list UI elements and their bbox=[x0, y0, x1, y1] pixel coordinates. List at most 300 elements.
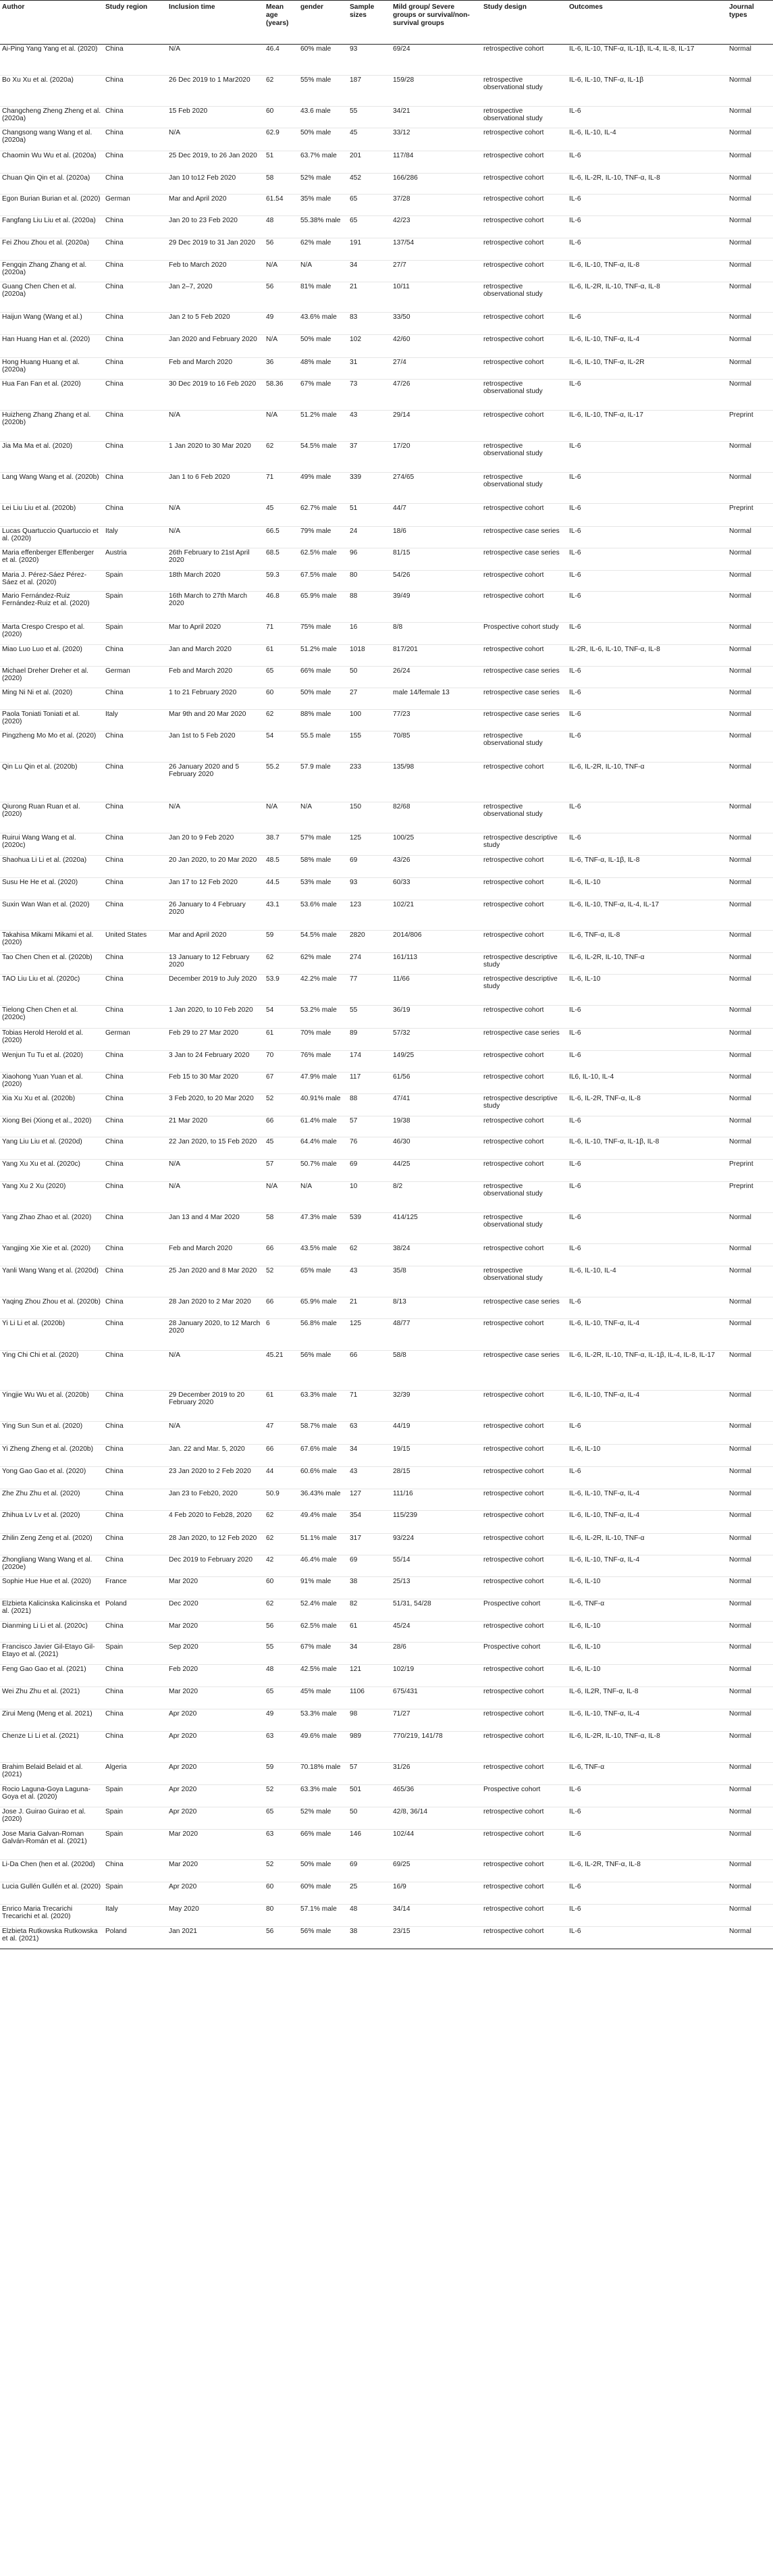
table-row bbox=[0, 1094, 773, 1116]
table-row bbox=[0, 216, 773, 238]
cell-gender: 55.5 male bbox=[298, 731, 348, 763]
cell-groups: 115/239 bbox=[391, 1511, 481, 1534]
cell-journal-type: Normal bbox=[727, 731, 773, 763]
cell-gender: 51.1% male bbox=[298, 1534, 348, 1555]
cell-outcomes: IL-6, IL-10, TNF-α, IL-1β, IL-8 bbox=[567, 1137, 727, 1160]
table-row bbox=[0, 358, 773, 380]
cell-mean-age: 46.4 bbox=[264, 45, 298, 76]
cell-journal-type: Normal bbox=[727, 763, 773, 802]
cell-sample-size: 55 bbox=[348, 107, 391, 128]
cell-groups: 10/11 bbox=[391, 282, 481, 313]
cell-sample-size: 93 bbox=[348, 45, 391, 76]
cell-outcomes: IL-6 bbox=[567, 151, 727, 174]
cell-study-design: retrospective observational study bbox=[481, 802, 567, 833]
header-inclusion-time: Inclusion time bbox=[167, 1, 264, 45]
table-row bbox=[0, 1006, 773, 1029]
cell-sample-size: 24 bbox=[348, 527, 391, 548]
table-row bbox=[0, 1860, 773, 1882]
cell-outcomes: IL-6, IL-10, TNF-α, IL-2R bbox=[567, 358, 727, 380]
cell-sample-size: 88 bbox=[348, 1094, 391, 1116]
cell-author: Lang Wang Wang et al. (2020b) bbox=[0, 473, 103, 504]
header-author: Author bbox=[0, 1, 103, 45]
cell-groups: 71/27 bbox=[391, 1709, 481, 1732]
cell-study-region: China bbox=[103, 1687, 167, 1709]
cell-study-design: retrospective cohort bbox=[481, 151, 567, 174]
header-journal-types: Journal types bbox=[727, 1, 773, 45]
cell-author: TAO Liu Liu et al. (2020c) bbox=[0, 975, 103, 1006]
cell-groups: 27/4 bbox=[391, 358, 481, 380]
cell-mean-age: 56 bbox=[264, 1927, 298, 1949]
cell-study-region: China bbox=[103, 1182, 167, 1213]
cell-sample-size: 27 bbox=[348, 688, 391, 710]
cell-mean-age: 45.21 bbox=[264, 1351, 298, 1391]
table-row bbox=[0, 645, 773, 667]
cell-mean-age: 55 bbox=[264, 1643, 298, 1665]
cell-outcomes: IL-6 bbox=[567, 442, 727, 473]
cell-author: Chuan Qin Qin et al. (2020a) bbox=[0, 174, 103, 195]
cell-study-design: Prospective cohort bbox=[481, 1599, 567, 1622]
cell-study-region: China bbox=[103, 1006, 167, 1029]
cell-mean-age: N/A bbox=[264, 802, 298, 833]
cell-study-design: retrospective cohort bbox=[481, 261, 567, 282]
cell-author: Zhongliang Wang Wang et al. (2020e) bbox=[0, 1555, 103, 1577]
cell-inclusion-time: Apr 2020 bbox=[167, 1785, 264, 1807]
cell-sample-size: 83 bbox=[348, 313, 391, 335]
cell-journal-type: Normal bbox=[727, 571, 773, 592]
cell-outcomes: IL-6 bbox=[567, 571, 727, 592]
cell-inclusion-time: 1 to 21 February 2020 bbox=[167, 688, 264, 710]
cell-study-design: retrospective cohort bbox=[481, 1807, 567, 1830]
cell-study-design: retrospective descriptive study bbox=[481, 953, 567, 975]
table-row bbox=[0, 856, 773, 878]
cell-inclusion-time: December 2019 to July 2020 bbox=[167, 975, 264, 1006]
cell-mean-age: 56 bbox=[264, 282, 298, 313]
cell-journal-type: Normal bbox=[727, 1029, 773, 1051]
cell-groups: 274/65 bbox=[391, 473, 481, 504]
table-row bbox=[0, 107, 773, 128]
cell-sample-size: 80 bbox=[348, 571, 391, 592]
cell-inclusion-time: N/A bbox=[167, 1351, 264, 1391]
cell-groups: 33/50 bbox=[391, 313, 481, 335]
cell-author: Mario Fernández-Ruiz Fernández-Ruiz et al. (2020) bbox=[0, 592, 103, 623]
cell-mean-age: 66.5 bbox=[264, 527, 298, 548]
cell-outcomes: IL-6, IL-2R, TNF-α, IL-8 bbox=[567, 1860, 727, 1882]
cell-sample-size: 43 bbox=[348, 1467, 391, 1489]
cell-inclusion-time: Feb and March 2020 bbox=[167, 358, 264, 380]
cell-study-region: German bbox=[103, 1029, 167, 1051]
cell-sample-size: 191 bbox=[348, 238, 391, 261]
table-row bbox=[0, 1643, 773, 1665]
cell-study-region: China bbox=[103, 856, 167, 878]
cell-sample-size: 96 bbox=[348, 548, 391, 571]
cell-author: Fengqin Zhang Zhang et al. (2020a) bbox=[0, 261, 103, 282]
cell-outcomes: IL-6, IL-10, IL-4 bbox=[567, 1266, 727, 1297]
cell-inclusion-time: Jan 2020 and February 2020 bbox=[167, 335, 264, 358]
cell-gender: 49.4% male bbox=[298, 1511, 348, 1534]
table-row bbox=[0, 313, 773, 335]
cell-groups: 161/113 bbox=[391, 953, 481, 975]
cell-mean-age: N/A bbox=[264, 335, 298, 358]
cell-groups: 44/19 bbox=[391, 1422, 481, 1445]
cell-outcomes: IL-6 bbox=[567, 1160, 727, 1182]
cell-inclusion-time: Mar and April 2020 bbox=[167, 195, 264, 216]
table-row bbox=[0, 1927, 773, 1949]
table-row bbox=[0, 710, 773, 731]
cell-study-region: China bbox=[103, 645, 167, 667]
table-row bbox=[0, 592, 773, 623]
cell-author: Zirui Meng (Meng et al. 2021) bbox=[0, 1709, 103, 1732]
cell-journal-type: Normal bbox=[727, 1467, 773, 1489]
cell-groups: 81/15 bbox=[391, 548, 481, 571]
cell-gender: 54.5% male bbox=[298, 931, 348, 953]
cell-inclusion-time: N/A bbox=[167, 1160, 264, 1182]
cell-inclusion-time: 26 January to 4 February 2020 bbox=[167, 900, 264, 931]
cell-study-design: retrospective case series bbox=[481, 527, 567, 548]
cell-study-design: retrospective cohort bbox=[481, 1687, 567, 1709]
cell-inclusion-time: Mar 9th and 20 Mar 2020 bbox=[167, 710, 264, 731]
cell-gender: 58% male bbox=[298, 856, 348, 878]
cell-sample-size: 274 bbox=[348, 953, 391, 975]
cell-inclusion-time: Apr 2020 bbox=[167, 1709, 264, 1732]
cell-journal-type: Normal bbox=[727, 1244, 773, 1266]
cell-outcomes: IL-6, IL-2R, IL-10, TNF-α bbox=[567, 763, 727, 802]
cell-journal-type: Normal bbox=[727, 1687, 773, 1709]
cell-author: Takahisa Mikami Mikami et al. (2020) bbox=[0, 931, 103, 953]
cell-outcomes: IL-6, IL-10 bbox=[567, 1665, 727, 1687]
cell-mean-age: 60 bbox=[264, 688, 298, 710]
cell-study-design: retrospective cohort bbox=[481, 1006, 567, 1029]
cell-author: Tao Chen Chen et al. (2020b) bbox=[0, 953, 103, 975]
cell-journal-type: Normal bbox=[727, 1860, 773, 1882]
cell-gender: 63.3% male bbox=[298, 1391, 348, 1422]
cell-study-design: retrospective descriptive study bbox=[481, 975, 567, 1006]
cell-mean-age: 44.5 bbox=[264, 878, 298, 900]
cell-sample-size: 61 bbox=[348, 1622, 391, 1643]
cell-journal-type: Normal bbox=[727, 45, 773, 76]
cell-journal-type: Normal bbox=[727, 195, 773, 216]
cell-sample-size: 123 bbox=[348, 900, 391, 931]
cell-gender: 49.6% male bbox=[298, 1732, 348, 1763]
cell-mean-age: 62 bbox=[264, 1599, 298, 1622]
cell-groups: 42/23 bbox=[391, 216, 481, 238]
cell-study-design: retrospective observational study bbox=[481, 282, 567, 313]
table-row bbox=[0, 1489, 773, 1511]
cell-study-design: retrospective observational study bbox=[481, 473, 567, 504]
header-groups: Mild group/ Severe groups or survival/non-survival groups bbox=[391, 1, 481, 45]
cell-inclusion-time: Jan 1 to 6 Feb 2020 bbox=[167, 473, 264, 504]
cell-gender: 79% male bbox=[298, 527, 348, 548]
cell-journal-type: Normal bbox=[727, 1073, 773, 1094]
cell-groups: 34/14 bbox=[391, 1905, 481, 1927]
cell-inclusion-time: Apr 2020 bbox=[167, 1732, 264, 1763]
table-row bbox=[0, 571, 773, 592]
cell-author: Yang Xu 2 Xu (2020) bbox=[0, 1182, 103, 1213]
cell-sample-size: 125 bbox=[348, 833, 391, 856]
cell-study-region: United States bbox=[103, 931, 167, 953]
header-sample-sizes: Sample sizes bbox=[348, 1, 391, 45]
cell-author: Ming Ni Ni et al. (2020) bbox=[0, 688, 103, 710]
cell-inclusion-time: Apr 2020 bbox=[167, 1763, 264, 1785]
cell-study-design: retrospective case series bbox=[481, 1029, 567, 1051]
cell-study-design: retrospective cohort bbox=[481, 174, 567, 195]
cell-groups: 47/41 bbox=[391, 1094, 481, 1116]
cell-study-region: China bbox=[103, 688, 167, 710]
cell-author: Tielong Chen Chen et al. (2020c) bbox=[0, 1006, 103, 1029]
table-row bbox=[0, 261, 773, 282]
cell-gender: 55.38% male bbox=[298, 216, 348, 238]
cell-author: Huizheng Zhang Zhang et al. (2020b) bbox=[0, 411, 103, 442]
cell-groups: 2014/806 bbox=[391, 931, 481, 953]
cell-study-design: retrospective cohort bbox=[481, 1511, 567, 1534]
cell-sample-size: 21 bbox=[348, 282, 391, 313]
table-row bbox=[0, 833, 773, 856]
cell-journal-type: Normal bbox=[727, 667, 773, 688]
cell-gender: 66% male bbox=[298, 1830, 348, 1860]
cell-inclusion-time: Mar 2020 bbox=[167, 1577, 264, 1599]
cell-study-design: retrospective cohort bbox=[481, 358, 567, 380]
cell-gender: 50% male bbox=[298, 335, 348, 358]
cell-groups: 33/12 bbox=[391, 128, 481, 151]
cell-sample-size: 501 bbox=[348, 1785, 391, 1807]
cell-gender: 61.4% male bbox=[298, 1116, 348, 1137]
cell-journal-type: Normal bbox=[727, 1094, 773, 1116]
cell-inclusion-time: 15 Feb 2020 bbox=[167, 107, 264, 128]
cell-sample-size: 69 bbox=[348, 1555, 391, 1577]
cell-mean-age: 62 bbox=[264, 442, 298, 473]
cell-gender: 70% male bbox=[298, 1029, 348, 1051]
cell-study-region: Poland bbox=[103, 1599, 167, 1622]
cell-outcomes: IL-6, TNF-α, IL-1β, IL-8 bbox=[567, 856, 727, 878]
cell-mean-age: 44 bbox=[264, 1467, 298, 1489]
cell-inclusion-time: Feb 29 to 27 Mar 2020 bbox=[167, 1029, 264, 1051]
cell-author: Xiong Bei (Xiong et al., 2020) bbox=[0, 1116, 103, 1137]
cell-study-design: retrospective observational study bbox=[481, 442, 567, 473]
cell-study-region: China bbox=[103, 442, 167, 473]
cell-study-region: Italy bbox=[103, 710, 167, 731]
cell-inclusion-time: 16th March to 27th March 2020 bbox=[167, 592, 264, 623]
cell-study-region: Spain bbox=[103, 1807, 167, 1830]
cell-study-design: retrospective cohort bbox=[481, 1116, 567, 1137]
cell-outcomes: IL-6, IL-2R, IL-10, TNF-α bbox=[567, 1534, 727, 1555]
cell-study-design: retrospective cohort bbox=[481, 1709, 567, 1732]
cell-groups: 55/14 bbox=[391, 1555, 481, 1577]
cell-study-design: retrospective cohort bbox=[481, 1555, 567, 1577]
table-row bbox=[0, 1807, 773, 1830]
cell-study-region: China bbox=[103, 473, 167, 504]
cell-groups: 45/24 bbox=[391, 1622, 481, 1643]
cell-inclusion-time: 29 Dec 2019 to 31 Jan 2020 bbox=[167, 238, 264, 261]
cell-gender: 57.9 male bbox=[298, 763, 348, 802]
cell-groups: 11/66 bbox=[391, 975, 481, 1006]
cell-study-design: retrospective cohort bbox=[481, 1445, 567, 1467]
cell-gender: 62% male bbox=[298, 953, 348, 975]
cell-mean-age: 54 bbox=[264, 731, 298, 763]
table-row bbox=[0, 504, 773, 527]
cell-outcomes: IL-6, IL-10 bbox=[567, 1445, 727, 1467]
cell-study-region: China bbox=[103, 313, 167, 335]
cell-outcomes: IL-6, IL-10 bbox=[567, 1622, 727, 1643]
cell-study-region: Spain bbox=[103, 623, 167, 645]
cell-author: Michael Dreher Dreher et al. (2020) bbox=[0, 667, 103, 688]
table-row bbox=[0, 1785, 773, 1807]
cell-outcomes: IL-6 bbox=[567, 504, 727, 527]
table-row bbox=[0, 1351, 773, 1391]
cell-sample-size: 34 bbox=[348, 261, 391, 282]
cell-gender: 40.91% male bbox=[298, 1094, 348, 1116]
table-row bbox=[0, 931, 773, 953]
cell-mean-age: 58 bbox=[264, 1213, 298, 1244]
cell-outcomes: IL-6, IL-2R, IL-10, TNF-α, IL-8 bbox=[567, 174, 727, 195]
cell-sample-size: 55 bbox=[348, 1006, 391, 1029]
cell-sample-size: 127 bbox=[348, 1489, 391, 1511]
cell-inclusion-time: 4 Feb 2020 to Feb28, 2020 bbox=[167, 1511, 264, 1534]
cell-outcomes: IL-6 bbox=[567, 1182, 727, 1213]
cell-mean-age: 61.54 bbox=[264, 195, 298, 216]
cell-study-region: China bbox=[103, 282, 167, 313]
cell-journal-type: Normal bbox=[727, 1319, 773, 1351]
cell-sample-size: 50 bbox=[348, 667, 391, 688]
table-row bbox=[0, 1882, 773, 1905]
cell-gender: 62.7% male bbox=[298, 504, 348, 527]
cell-author: Changsong wang Wang et al. (2020a) bbox=[0, 128, 103, 151]
cell-journal-type: Normal bbox=[727, 1297, 773, 1319]
cell-study-region: China bbox=[103, 335, 167, 358]
cell-study-design: retrospective observational study bbox=[481, 1266, 567, 1297]
cell-author: Paola Toniati Toniati et al. (2020) bbox=[0, 710, 103, 731]
cell-sample-size: 354 bbox=[348, 1511, 391, 1534]
cell-gender: 62.5% male bbox=[298, 548, 348, 571]
cell-outcomes: IL-6, IL-10, TNF-α, IL-4 bbox=[567, 1709, 727, 1732]
cell-mean-age: 65 bbox=[264, 667, 298, 688]
cell-sample-size: 1106 bbox=[348, 1687, 391, 1709]
cell-study-region: China bbox=[103, 504, 167, 527]
cell-study-region: Spain bbox=[103, 571, 167, 592]
cell-journal-type: Normal bbox=[727, 953, 773, 975]
table-row bbox=[0, 1116, 773, 1137]
table-row bbox=[0, 1051, 773, 1073]
header-mean-age: Mean age (years) bbox=[264, 1, 298, 45]
table-row bbox=[0, 76, 773, 107]
cell-study-design: retrospective case series bbox=[481, 548, 567, 571]
cell-mean-age: 71 bbox=[264, 473, 298, 504]
cell-study-design: retrospective cohort bbox=[481, 313, 567, 335]
cell-sample-size: 1018 bbox=[348, 645, 391, 667]
cell-groups: 60/33 bbox=[391, 878, 481, 900]
cell-inclusion-time: Jan 2–7, 2020 bbox=[167, 282, 264, 313]
cell-outcomes: IL-6 bbox=[567, 1422, 727, 1445]
cell-outcomes: IL-6, IL-10, TNF-α, IL-4 bbox=[567, 1489, 727, 1511]
cell-author: Wei Zhu Zhu et al. (2021) bbox=[0, 1687, 103, 1709]
cell-inclusion-time: Jan and March 2020 bbox=[167, 645, 264, 667]
cell-outcomes: IL-6 bbox=[567, 1927, 727, 1949]
cell-inclusion-time: Jan 13 and 4 Mar 2020 bbox=[167, 1213, 264, 1244]
cell-journal-type: Normal bbox=[727, 1445, 773, 1467]
table-row bbox=[0, 1160, 773, 1182]
cell-study-design: retrospective cohort bbox=[481, 1467, 567, 1489]
cell-author: Elzbieta Kalicinska Kalicinska et al. (2021) bbox=[0, 1599, 103, 1622]
cell-inclusion-time: 3 Feb 2020, to 20 Mar 2020 bbox=[167, 1094, 264, 1116]
cell-study-design: retrospective cohort bbox=[481, 931, 567, 953]
cell-mean-age: 58 bbox=[264, 174, 298, 195]
cell-sample-size: 150 bbox=[348, 802, 391, 833]
cell-author: Bo Xu Xu et al. (2020a) bbox=[0, 76, 103, 107]
cell-groups: 25/13 bbox=[391, 1577, 481, 1599]
cell-author: Enrico Maria Trecarichi Trecarichi et al. (2020) bbox=[0, 1905, 103, 1927]
cell-outcomes: IL-6 bbox=[567, 592, 727, 623]
cell-study-design: retrospective cohort bbox=[481, 592, 567, 623]
table-row bbox=[0, 1213, 773, 1244]
cell-gender: 54.5% male bbox=[298, 442, 348, 473]
cell-groups: 93/224 bbox=[391, 1534, 481, 1555]
cell-study-region: China bbox=[103, 1555, 167, 1577]
cell-author: Lucas Quartuccio Quartuccio et al. (2020) bbox=[0, 527, 103, 548]
cell-study-design: retrospective cohort bbox=[481, 195, 567, 216]
cell-outcomes: IL-6 bbox=[567, 107, 727, 128]
cell-mean-age: 48 bbox=[264, 216, 298, 238]
cell-outcomes: IL-6 bbox=[567, 731, 727, 763]
cell-study-design: retrospective descriptive study bbox=[481, 833, 567, 856]
cell-study-design: retrospective cohort bbox=[481, 238, 567, 261]
cell-gender: 53% male bbox=[298, 878, 348, 900]
cell-groups: 31/26 bbox=[391, 1763, 481, 1785]
cell-mean-age: 43.1 bbox=[264, 900, 298, 931]
cell-inclusion-time: Mar 2020 bbox=[167, 1622, 264, 1643]
cell-study-design: retrospective cohort bbox=[481, 1244, 567, 1266]
cell-sample-size: 34 bbox=[348, 1445, 391, 1467]
cell-groups: 117/84 bbox=[391, 151, 481, 174]
cell-study-design: retrospective cohort bbox=[481, 1830, 567, 1860]
cell-outcomes: IL-6 bbox=[567, 1029, 727, 1051]
cell-study-region: China bbox=[103, 763, 167, 802]
cell-mean-age: 62 bbox=[264, 953, 298, 975]
cell-study-region: Spain bbox=[103, 592, 167, 623]
cell-study-region: China bbox=[103, 1391, 167, 1422]
cell-study-region: China bbox=[103, 1445, 167, 1467]
cell-groups: 8/13 bbox=[391, 1297, 481, 1319]
table-row bbox=[0, 527, 773, 548]
cell-gender: 81% male bbox=[298, 282, 348, 313]
cell-inclusion-time: Feb and March 2020 bbox=[167, 667, 264, 688]
cell-outcomes: IL-6, IL-10 bbox=[567, 1577, 727, 1599]
cell-inclusion-time: Mar 2020 bbox=[167, 1860, 264, 1882]
cell-outcomes: IL-6 bbox=[567, 1006, 727, 1029]
cell-mean-age: 54 bbox=[264, 1006, 298, 1029]
cell-journal-type: Normal bbox=[727, 1577, 773, 1599]
cell-gender: 48% male bbox=[298, 358, 348, 380]
cell-inclusion-time: Feb 15 to 30 Mar 2020 bbox=[167, 1073, 264, 1094]
cell-author: Shaohua Li Li et al. (2020a) bbox=[0, 856, 103, 878]
cell-outcomes: IL-6 bbox=[567, 1785, 727, 1807]
cell-study-region: China bbox=[103, 1709, 167, 1732]
cell-study-region: China bbox=[103, 411, 167, 442]
cell-mean-age: 60 bbox=[264, 1577, 298, 1599]
cell-study-region: China bbox=[103, 238, 167, 261]
cell-inclusion-time: Feb and March 2020 bbox=[167, 1244, 264, 1266]
cell-author: Jia Ma Ma et al. (2020) bbox=[0, 442, 103, 473]
cell-journal-type: Normal bbox=[727, 1905, 773, 1927]
cell-inclusion-time: 26 January 2020 and 5 February 2020 bbox=[167, 763, 264, 802]
cell-gender: 67.5% male bbox=[298, 571, 348, 592]
cell-journal-type: Normal bbox=[727, 238, 773, 261]
cell-author: Xiaohong Yuan Yuan et al. (2020) bbox=[0, 1073, 103, 1094]
cell-journal-type: Normal bbox=[727, 282, 773, 313]
cell-mean-age: 52 bbox=[264, 1094, 298, 1116]
cell-outcomes: IL-6 bbox=[567, 1905, 727, 1927]
cell-mean-age: 63 bbox=[264, 1732, 298, 1763]
cell-groups: 817/201 bbox=[391, 645, 481, 667]
cell-inclusion-time: N/A bbox=[167, 527, 264, 548]
cell-study-design: retrospective observational study bbox=[481, 1213, 567, 1244]
